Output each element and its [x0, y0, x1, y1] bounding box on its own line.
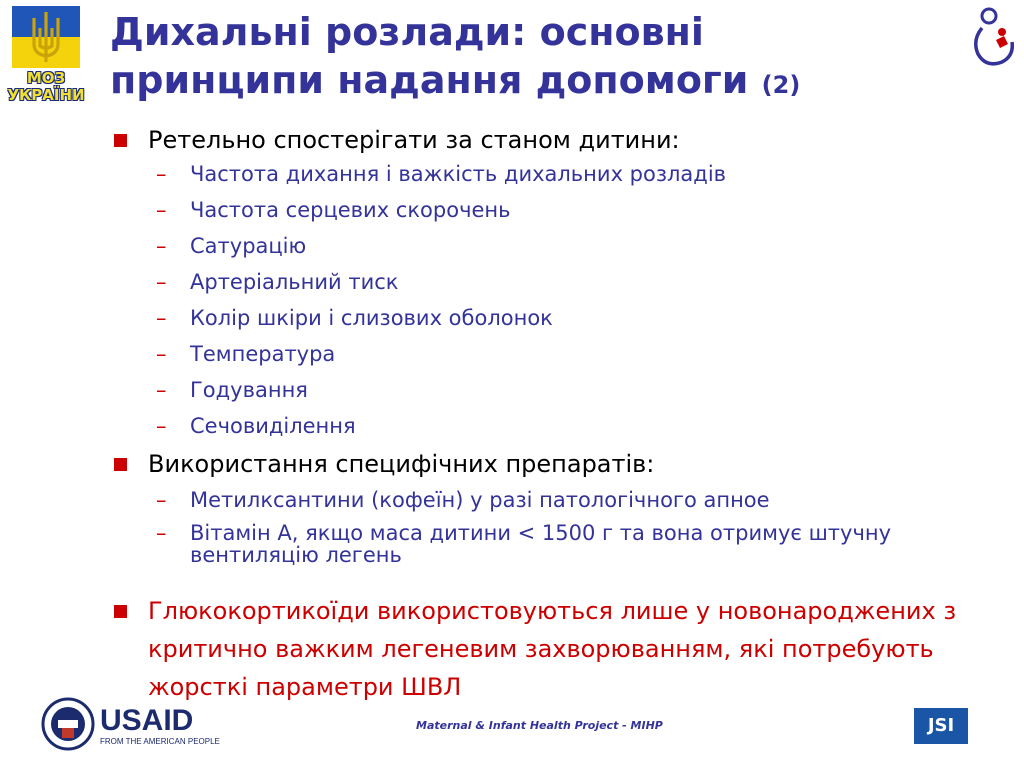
subitem: [110, 340, 990, 376]
subitem-text: Метилксантини (кофеїн) у разі патологічного апное: [190, 488, 770, 512]
dash-icon: –: [156, 342, 167, 366]
section-2-bullet: [110, 448, 990, 480]
section-2-text: Використання специфічних препаратів:: [148, 450, 655, 478]
subitem-text: Вітамін А, якщо маса дитини < 1500 г та вона отримує штучну вентиляцію легень: [190, 521, 892, 567]
dash-icon: –: [156, 162, 167, 186]
subitem-text: Годування: [190, 378, 308, 402]
title-suffix: (2): [761, 71, 801, 99]
project-name: Maternal & Infant Health Project - MIHP: [416, 719, 663, 732]
subitem-text: Колір шкіри і слизових оболонок: [190, 306, 553, 330]
subitem: [110, 376, 990, 412]
subitem-text: Частота серцевих скорочень: [190, 198, 511, 222]
usaid-tagline: FROM THE AMERICAN PEOPLE: [100, 737, 220, 746]
section-1-bullet: [110, 124, 990, 156]
ukraine-flag-icon: [12, 6, 80, 68]
subitem: [110, 304, 990, 340]
subitem-text: Артеріальний тиск: [190, 270, 399, 294]
section-3-bullet: [110, 592, 990, 706]
dash-icon: –: [156, 521, 167, 545]
subitem: [110, 196, 990, 232]
trident-icon: [30, 10, 62, 64]
dash-icon: –: [156, 234, 167, 258]
usaid-text: USAID: [100, 704, 194, 737]
dash-icon: –: [156, 378, 167, 402]
section-1-text: Ретельно спостерігати за станом дитини:: [148, 126, 680, 154]
dash-icon: –: [156, 414, 167, 438]
dash-icon: –: [156, 270, 167, 294]
subitem-text: Температура: [190, 342, 336, 366]
section-3-text: Глюкокортикоїди використовуються лише у новонароджених з критично важким легеневим захворюванням, які потребують жорсткі параметри ШВЛ: [148, 597, 957, 701]
moz-logo: [4, 6, 88, 120]
mother-child-logo-icon: [968, 6, 1018, 70]
subitem: [110, 232, 990, 268]
usaid-logo: [40, 696, 220, 752]
moz-logo-text: [4, 70, 88, 104]
bullet-square-icon: [114, 134, 127, 147]
subitem: [110, 268, 990, 304]
subitem: [110, 160, 990, 196]
bullet-square-icon: [114, 605, 127, 618]
subitem-text: Сечовиділення: [190, 414, 356, 438]
jsi-logo: JSI: [914, 708, 968, 744]
subitem: [110, 486, 990, 522]
dash-icon: –: [156, 488, 167, 512]
subitem-text: Частота дихання і важкість дихальних розладів: [190, 162, 727, 186]
logo-text: МОЗ УКРАЇНИ: [7, 69, 85, 104]
subitem-text: Сатурацію: [190, 234, 307, 258]
slide-content: [110, 124, 990, 706]
dash-icon: –: [156, 306, 167, 330]
slide-title: [110, 8, 930, 109]
subitem: [110, 412, 990, 448]
title-text: Дихальні розлади: основні принципи надання допомоги: [110, 10, 749, 102]
dash-icon: –: [156, 198, 167, 222]
bullet-square-icon: [114, 458, 127, 471]
subitem: [110, 522, 990, 566]
